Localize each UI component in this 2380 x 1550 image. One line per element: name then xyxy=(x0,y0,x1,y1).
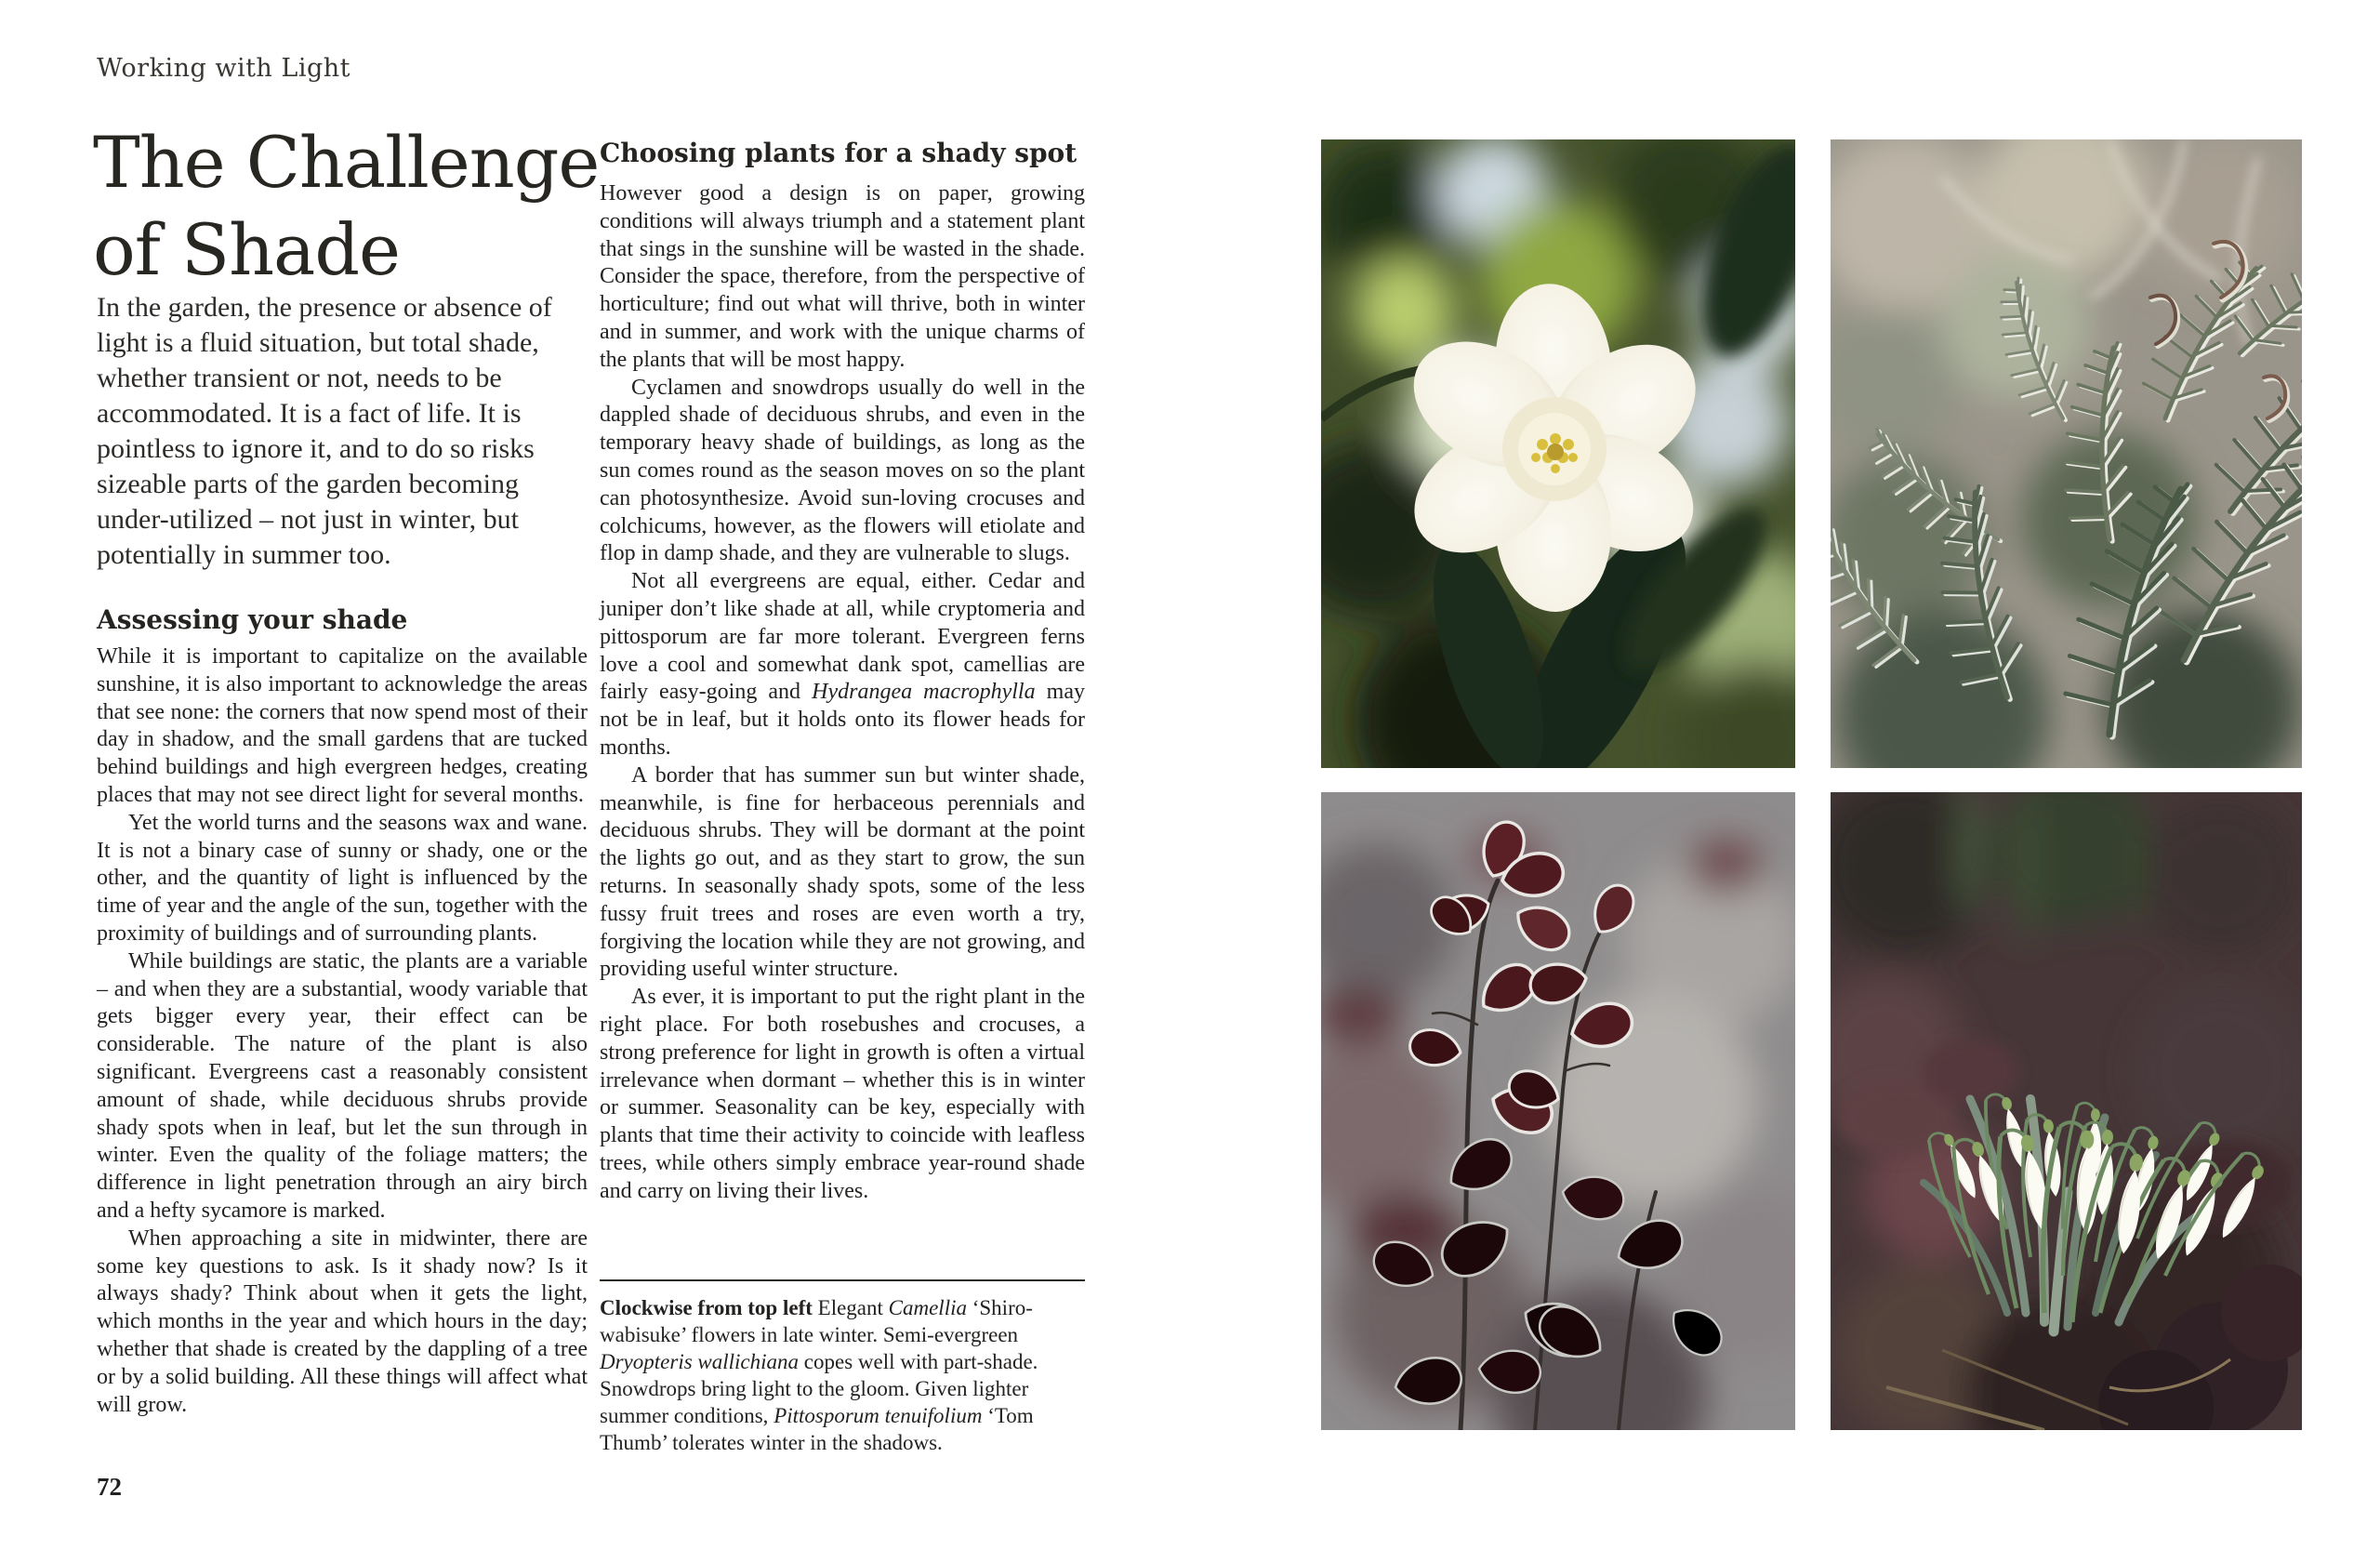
snowdrops-photo xyxy=(1831,792,2302,1430)
photo-caption-text: Clockwise from top left Elegant Camellia ‘Shiro-wabisuke’ flowers in late winter. Semi-evergreen Dryopteris wallichiana copes well with part-shade. Snowdrops bring light to the gloom. Given lighter summer conditions, Pittosporum tenuifolium ‘Tom Thumb’ tolerates winter in the shadows. xyxy=(600,1296,1038,1454)
paragraph: While buildings are static, the plants are a variable – and when they are a substantial, woody variable that gets bigger every year, their effect can be considerable. The nature of the plant is also significant. Evergreens cast a reasonably consistent amount of shade, while deciduous shrubs provide shady spots when in leaf, but let the sun through in winter. Even the quality of the foliage matters; the difference in light penetration through an airy birch and a hefty sycamore is marked. xyxy=(97,948,588,1223)
middle-column-body xyxy=(600,180,1085,1205)
paragraph: Cyclamen and snowdrops usually do well in the dappled shade of deciduous shrubs, and even in the temporary heavy shade of buildings, as long as the sun comes round as the season moves on so the plant can photosynthesize. Avoid sun-loving crocuses and colchicums, however, as the flowers will etiolate and flop in damp shade, and they are vulnerable to slugs. xyxy=(600,375,1085,566)
page-title-line-2: of Shade xyxy=(93,208,400,291)
intro-paragraph: In the garden, the presence or absence of light is a fluid situation, but total shade, whether transient or not, needs to be accommodated. It is a fact of life. It is pointless to ignore it, and to do so risks sizeable parts of the garden becoming under-utilized – not just in winter, but potentially in summer too. xyxy=(97,292,552,570)
photo-caption-block xyxy=(600,1279,1085,1456)
page-title-line-1: The Challenge xyxy=(93,121,600,204)
paragraph: While it is important to capitalize on the available sunshine, it is also important to acknowledge the areas that see none: the corners that now spend most of their day in shadow, and the small gardens that are tucked behind buildings and high evergreen hedges, creating places that may not see direct light for several months. xyxy=(97,644,588,807)
left-column-body xyxy=(97,643,588,1419)
frosted-tom-thumb-photo xyxy=(1321,792,1795,1430)
frosted-fern-photo xyxy=(1831,139,2302,768)
running-header: Working with Light xyxy=(97,54,350,83)
camellia-flower-photo xyxy=(1321,139,1795,768)
paragraph: Not all evergreens are equal, either. Cedar and juniper don’t like shade at all, while cryptomeria and pittosporum are far more tolerant. Evergreen ferns love a cool and somewhat dank spot, camellias are fairly easy-going and Hydrangea macrophylla may not be in leaf, but it holds onto its flower heads for months. xyxy=(600,569,1085,760)
paragraph: A border that has summer sun but winter shade, meanwhile, is fine for herbaceous perennials and deciduous shrubs. They will be dormant at the point the lights go out, and as they start to grow, the sun returns. In seasonally shady spots, some of the less fussy fruit trees and roses are even worth a try, forgiving the location while they are not growing, and providing useful winter structure. xyxy=(600,762,1085,982)
section-heading-assessing-your-shade: Assessing your shade xyxy=(97,604,408,635)
page-title xyxy=(93,119,599,294)
paragraph: Yet the world turns and the seasons wax and wane. It is not a binary case of sunny or shady, one or the other, and the quantity of light is influenced by the time of year and the angle of the sun, together with the proximity of buildings and of surrounding plants. xyxy=(97,810,588,946)
paragraph: As ever, it is important to put the right plant in the right place. For both rosebushes and crocuses, a strong preference for light in growth is often a virtual irrelevance when dormant – whether this is in winter or summer. Seasonality can be key, especially with plants that time their activity to coincide with leafless trees, while others simply embrace year-round shade and carry on living their lives. xyxy=(600,985,1085,1203)
paragraph: When approaching a site in midwinter, there are some key questions to ask. Is it shady now? Is it always shady? Think about when it gets the light, which months in the year and which hours in the day; whether that shade is created by the dappling of a tree or by a solid building. All these things will affect what will grow. xyxy=(97,1225,588,1417)
section-heading-choosing-plants: Choosing plants for a shady spot xyxy=(600,138,1078,168)
page-number: 72 xyxy=(97,1473,122,1501)
paragraph: However good a design is on paper, growing conditions will always triumph and a statement plant that sings in the sunshine will be wasted in the shade. Consider the space, therefore, from the perspective of horticulture; find out what will thrive, both in winter and in summer, and work with the unique charms of the plants that will be most happy. xyxy=(600,181,1085,372)
